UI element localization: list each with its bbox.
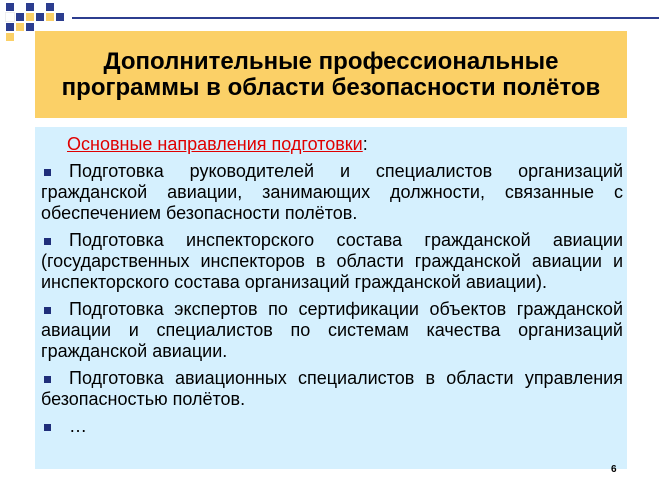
directions-list [35,161,625,443]
decor-square [36,13,44,21]
list-item-text: Подготовка экспертов по сертификации объектов гражданской авиации и специалистов по системам качества организаций гражданской авиации. [41,299,623,361]
list-item-text: Подготовка руководителей и специалистов организаций гражданской авиации, занимающих должности, связанные с обеспечением безопасности полётов. [41,161,623,223]
decor-square [16,23,24,31]
list-item [35,299,625,362]
list-item-text: … [69,416,87,436]
decor-square [26,3,34,11]
bullet-icon [44,238,51,245]
decor-square [6,3,14,11]
bullet-icon [44,307,51,314]
section-heading [67,133,368,155]
content-panel [35,127,627,469]
list-item [35,368,625,410]
decor-square [6,13,14,21]
decor-square [26,23,34,31]
decor-square [56,3,64,11]
bullet-icon [44,376,51,383]
section-heading-colon: : [362,134,368,154]
slide-title: Дополнительные профессиональные программы в области безопасности полётов [61,47,601,101]
decor-square [36,3,44,11]
list-item [35,161,625,224]
decor-square [26,13,34,21]
decor-square [6,33,14,41]
page-number: 6 [611,464,617,475]
bullet-icon [44,424,51,431]
header-rule [72,17,659,19]
decor-square [46,3,54,11]
list-item [35,230,625,293]
list-item-text: Подготовка инспекторского состава гражданской авиации (государственных инспекторов в области гражданской авиации и инспекторского состава организаций гражданской авиации). [41,230,623,292]
bullet-icon [44,169,51,176]
section-heading-text: Основные направления подготовки [67,134,363,154]
title-banner [35,31,627,118]
decor-square [56,13,64,21]
decor-square [16,13,24,21]
list-item-text: Подготовка авиационных специалистов в области управления безопасностью полётов. [41,368,623,409]
decor-square [46,13,54,21]
decor-square [6,23,14,31]
list-item [35,416,625,437]
decor-square [16,3,24,11]
